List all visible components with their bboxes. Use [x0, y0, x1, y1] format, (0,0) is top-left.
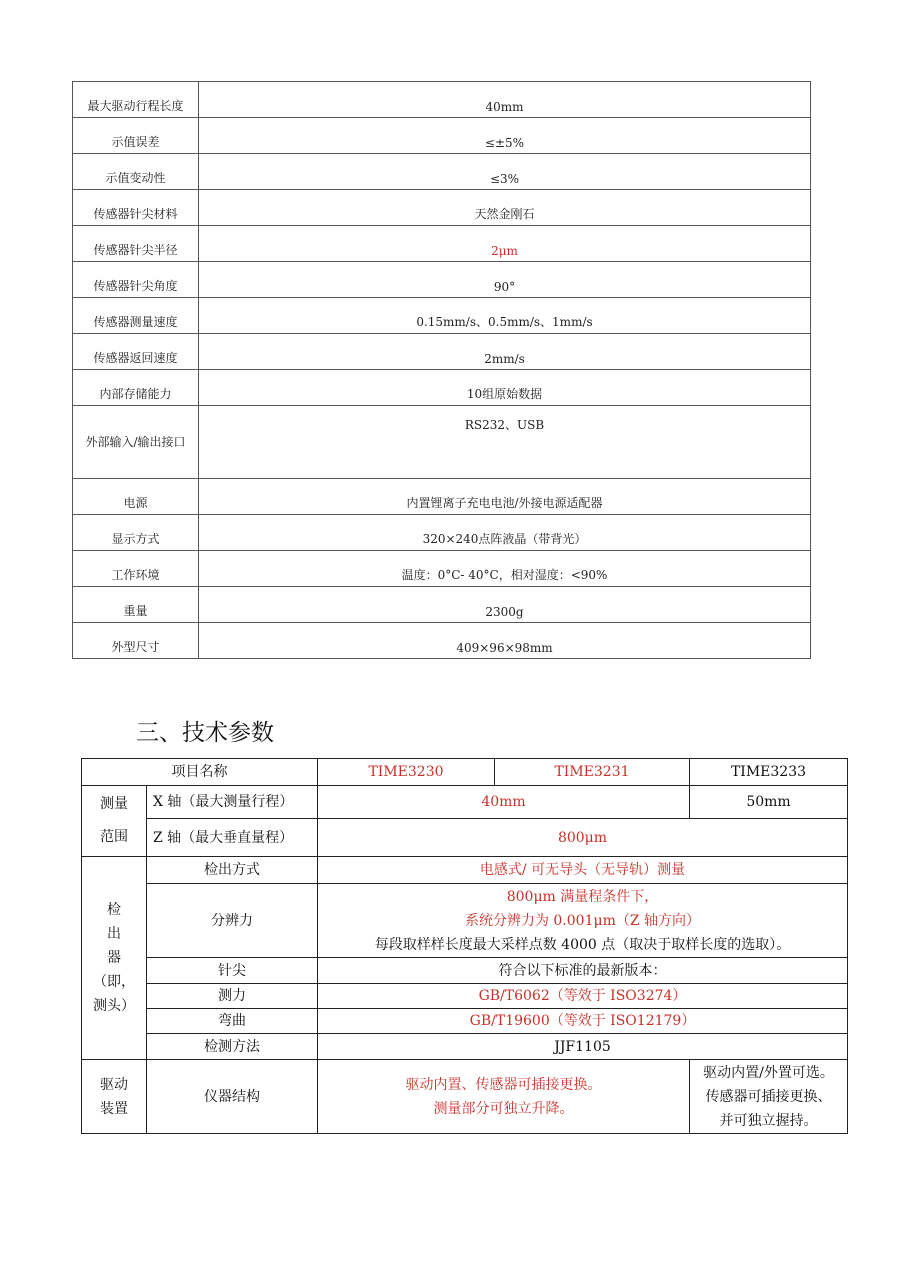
resolution-line3: 每段取样样长度最大采样点数 4000 点（取决于取样长度的选取）。: [374, 936, 791, 953]
spec-row: [73, 479, 811, 515]
spec-row: [73, 262, 811, 298]
force-row: [82, 984, 848, 1009]
param-table: [81, 758, 848, 1134]
spec-row: [73, 334, 811, 370]
model-a-header: TIME3230: [318, 759, 495, 786]
range-group-line2: 范围: [100, 829, 128, 845]
detector-group-line3: 器: [107, 950, 121, 966]
method-row: [82, 857, 848, 884]
method-value: 电感式/ 可无导头（无导轨）测量: [318, 857, 848, 884]
method-label: 检出方式: [147, 857, 318, 884]
spec-value: ≤±5%: [199, 118, 811, 154]
range-group-cell: [82, 786, 147, 857]
item-name-header: 项目名称: [82, 759, 318, 786]
structure-value-ab: [318, 1060, 690, 1134]
spec-table: [72, 81, 811, 659]
spec-label: 传感器针尖角度: [73, 262, 199, 298]
resolution-line2: 系统分辨力为 0.001μm（Z 轴方向）: [464, 912, 701, 929]
test-method-value: JJF1105: [318, 1034, 848, 1060]
z-axis-label: Z 轴（最大垂直量程）: [147, 819, 318, 857]
spec-label: 外部输入/输出接口: [73, 406, 199, 479]
spec-value: RS232、USB: [199, 406, 811, 479]
section-title: 三、技术参数: [136, 720, 274, 746]
spec-row: [73, 298, 811, 334]
spec-value: 90°: [199, 262, 811, 298]
bend-row: [82, 1009, 848, 1034]
spec-value: ≤3%: [199, 154, 811, 190]
resolution-value: [318, 884, 848, 958]
bend-label: 弯曲: [147, 1009, 318, 1034]
spec-row: [73, 226, 811, 262]
z-axis-value: 800μm: [318, 819, 848, 857]
spec-value: 10组原始数据: [199, 370, 811, 406]
spec-label: 传感器返回速度: [73, 334, 199, 370]
test-method-label: 检测方法: [147, 1034, 318, 1060]
test-method-row: [82, 1034, 848, 1060]
tip-row: [82, 958, 848, 984]
spec-value: 2300g: [199, 587, 811, 623]
spec-value: 温度：0°C- 40°C，相对湿度：<90%: [199, 551, 811, 587]
detector-group-line2: 出: [107, 926, 121, 942]
detector-group-line5: 测头）: [93, 998, 135, 1014]
spec-row: [73, 190, 811, 226]
x-axis-label: X 轴（最大测量行程）: [147, 786, 318, 819]
resolution-line1: 800μm 满量程条件下，: [506, 888, 659, 905]
force-label: 测力: [147, 984, 318, 1009]
x-axis-row: [82, 786, 848, 819]
drive-row: [82, 1060, 848, 1134]
spec-value: 天然金刚石: [199, 190, 811, 226]
spec-label: 外型尺寸: [73, 623, 199, 659]
spec-label: 内部存储能力: [73, 370, 199, 406]
spec-value: 内置锂离子充电电池/外接电源适配器: [199, 479, 811, 515]
drive-group-line2: 装置: [100, 1100, 128, 1117]
drive-group-line1: 驱动: [100, 1076, 128, 1093]
structure-ab-line1: 驱动内置、传感器可插接更换。: [405, 1076, 602, 1093]
spec-row: [73, 515, 811, 551]
structure-c-line2: 传感器可插接更换、: [705, 1088, 832, 1105]
spec-label: 传感器针尖半径: [73, 226, 199, 262]
resolution-label: 分辨力: [147, 884, 318, 958]
spec-value: 2μm: [199, 226, 811, 262]
x-axis-value-c: 50mm: [690, 786, 848, 819]
spec-label: 示值误差: [73, 118, 199, 154]
spec-label: 传感器针尖材料: [73, 190, 199, 226]
spec-value: 40mm: [199, 82, 811, 118]
detector-group-line4: （即，: [93, 974, 135, 990]
spec-row: [73, 551, 811, 587]
range-group-line1: 测量: [100, 796, 128, 812]
tip-value: 符合以下标准的最新版本：: [318, 958, 848, 984]
spec-row: [73, 623, 811, 659]
spec-label: 显示方式: [73, 515, 199, 551]
tip-label: 针尖: [147, 958, 318, 984]
spec-label: 工作环境: [73, 551, 199, 587]
detector-group-line1: 检: [107, 902, 121, 918]
structure-c-line1: 驱动内置/外置可选。: [703, 1064, 834, 1081]
spec-label: 最大驱动行程长度: [73, 82, 199, 118]
model-b-header: TIME3231: [495, 759, 690, 786]
z-axis-row: [82, 819, 848, 857]
structure-c-line3: 并可独立握持。: [719, 1112, 818, 1129]
spec-row: [73, 587, 811, 623]
spec-value: 0.15mm/s、0.5mm/s、1mm/s: [199, 298, 811, 334]
force-value: GB/T6062（等效于 ISO3274）: [318, 984, 848, 1009]
drive-group-cell: [82, 1060, 147, 1134]
spec-value: 409×96×98mm: [199, 623, 811, 659]
structure-ab-line2: 测量部分可独立升降。: [433, 1100, 574, 1117]
resolution-row: [82, 884, 848, 958]
spec-row: [73, 118, 811, 154]
structure-label: 仪器结构: [147, 1060, 318, 1134]
spec-row: [73, 406, 811, 479]
spec-label: 示值变动性: [73, 154, 199, 190]
bend-value: GB/T19600（等效于 ISO12179）: [318, 1009, 848, 1034]
spec-row: [73, 154, 811, 190]
spec-row: [73, 370, 811, 406]
spec-row: [73, 82, 811, 118]
param-header-row: [82, 759, 848, 786]
spec-value: 2mm/s: [199, 334, 811, 370]
spec-label: 电源: [73, 479, 199, 515]
model-c-header: TIME3233: [690, 759, 848, 786]
spec-label: 传感器测量速度: [73, 298, 199, 334]
spec-value: 320×240点阵液晶（带背光）: [199, 515, 811, 551]
structure-value-c: [690, 1060, 848, 1134]
spec-label: 重量: [73, 587, 199, 623]
detector-group-cell: [82, 857, 147, 1060]
x-axis-value-ab: 40mm: [318, 786, 690, 819]
